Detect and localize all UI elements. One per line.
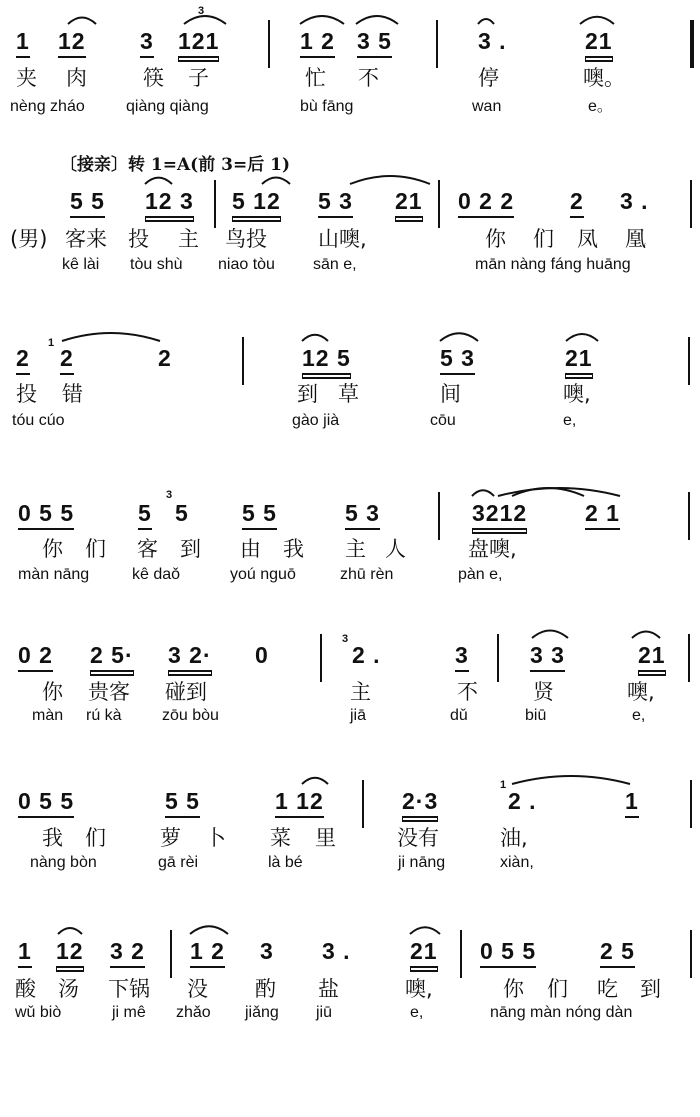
slur-arc bbox=[68, 18, 96, 25]
lyric-text: 到 bbox=[640, 977, 661, 1001]
note-group: 12 bbox=[56, 938, 84, 968]
lyric-text: 碰到 bbox=[165, 680, 207, 704]
note-group: 5 12 bbox=[232, 188, 281, 218]
note-group: 0 2 bbox=[18, 642, 53, 672]
lyric-text: 主 bbox=[350, 680, 371, 704]
pinyin-text: ji nāng bbox=[398, 854, 446, 871]
lyric-text: 人 bbox=[385, 537, 406, 561]
lyric-text: 菜 bbox=[270, 826, 291, 850]
pinyin-text: jiǎng bbox=[245, 1004, 279, 1021]
grace-note: 1 bbox=[500, 779, 507, 791]
lyric-text: 投 bbox=[128, 227, 149, 251]
lyric-text: 凰 bbox=[625, 227, 646, 251]
note-group: 3 3 bbox=[530, 642, 565, 672]
lyric-text: 们 bbox=[85, 826, 106, 850]
barline bbox=[320, 634, 322, 682]
pinyin-text: gā rèi bbox=[158, 854, 199, 871]
pinyin-text: mān nàng fáng huāng bbox=[475, 256, 631, 273]
note-group: 5 3 bbox=[440, 345, 475, 375]
barline bbox=[688, 492, 690, 540]
note-group: 21 bbox=[638, 642, 666, 672]
note-group: 121 bbox=[178, 28, 219, 58]
pinyin-text: kê daǒ bbox=[132, 566, 181, 583]
slur-arc bbox=[580, 17, 614, 24]
lyric-text: 错 bbox=[62, 382, 83, 406]
pinyin-text: dǔ bbox=[450, 707, 468, 724]
barline bbox=[690, 780, 692, 828]
pinyin-text: niao tòu bbox=[218, 256, 275, 273]
pinyin-text: nàng bòn bbox=[30, 854, 97, 871]
lyric-text: 噢, bbox=[405, 977, 433, 1001]
pinyin-text: nāng màn nóng dàn bbox=[490, 1004, 633, 1021]
barline bbox=[362, 780, 364, 828]
note-group: 3 5 bbox=[357, 28, 392, 58]
lyric-text: 子 bbox=[188, 66, 209, 90]
final-barline bbox=[690, 20, 694, 68]
lyric-text: 里 bbox=[315, 826, 336, 850]
barline bbox=[690, 930, 692, 978]
lyric-text: 客 bbox=[137, 537, 158, 561]
note-group: 5 5 bbox=[70, 188, 105, 218]
note-group: 0 2 2 bbox=[458, 188, 514, 218]
barline bbox=[438, 492, 440, 540]
pinyin-text: nèng zháo bbox=[10, 98, 85, 115]
pinyin-text: e, bbox=[563, 412, 577, 429]
note-group: 2 bbox=[60, 345, 74, 375]
pinyin-text: ji mê bbox=[112, 1004, 146, 1021]
lyric-text: 夹 bbox=[16, 66, 37, 90]
note-group: 5 bbox=[175, 500, 189, 526]
note-group: 12 bbox=[58, 28, 86, 58]
barline bbox=[460, 930, 462, 978]
note-group: 0 5 5 bbox=[480, 938, 536, 968]
note-group: 3 . bbox=[478, 28, 507, 54]
lyric-text: 山噢, bbox=[318, 227, 367, 251]
lyric-text: 到 bbox=[297, 382, 318, 406]
barline bbox=[214, 180, 216, 228]
pinyin-text: bù fāng bbox=[300, 98, 354, 115]
pinyin-text: pàn e, bbox=[458, 566, 503, 583]
lyric-text: 萝 bbox=[160, 826, 181, 850]
pinyin-text: kê lài bbox=[62, 256, 100, 273]
lyric-text: 筷 bbox=[143, 66, 164, 90]
pinyin-text: e。 bbox=[588, 98, 613, 115]
barline bbox=[497, 634, 499, 682]
pinyin-text: wǔ biò bbox=[15, 1004, 62, 1021]
note-group: 3 bbox=[455, 642, 469, 672]
barline bbox=[436, 20, 438, 68]
note-group: 3212 bbox=[472, 500, 527, 530]
lyric-text: 你 bbox=[503, 977, 524, 1001]
note-group: 2 bbox=[570, 188, 584, 218]
slur-arc bbox=[302, 335, 328, 341]
lyric-text: 间 bbox=[440, 382, 461, 406]
lyric-text: 贤 bbox=[533, 680, 554, 704]
lyric-text: 酸 bbox=[15, 977, 36, 1001]
lyric-text: 油, bbox=[500, 826, 528, 850]
lyric-text: 主 bbox=[178, 227, 199, 251]
note-group: 3 . bbox=[322, 938, 351, 964]
pinyin-text: màn nāng bbox=[18, 566, 90, 583]
grace-note: 3 bbox=[342, 633, 349, 645]
pinyin-text: biū bbox=[525, 707, 547, 724]
note-group: 2 5 bbox=[600, 938, 635, 968]
note-group: 1 12 bbox=[275, 788, 324, 818]
note-group: 2 bbox=[16, 345, 30, 375]
lyric-text: 没有 bbox=[397, 826, 439, 850]
lyric-text: 鸟投 bbox=[225, 227, 267, 251]
slur-arc bbox=[440, 333, 478, 341]
barline bbox=[688, 337, 690, 385]
lyric-text: 们 bbox=[85, 537, 106, 561]
triplet-mark: 3 bbox=[198, 5, 205, 17]
note-group: 2 . bbox=[508, 788, 537, 814]
note-group: 1 2 bbox=[300, 28, 335, 58]
lyric-text: 卜 bbox=[205, 826, 226, 850]
lyric-text: 们 bbox=[533, 227, 554, 251]
pinyin-text: zōu bòu bbox=[162, 707, 219, 724]
lyric-text: 噢, bbox=[563, 382, 591, 406]
grace-note: 3 bbox=[166, 489, 173, 501]
pinyin-text: jiū bbox=[316, 1004, 333, 1021]
barline bbox=[242, 337, 244, 385]
pinyin-text: cōu bbox=[430, 412, 456, 429]
pinyin-text: zhǎo bbox=[176, 1004, 211, 1021]
lyric-text: 由 bbox=[240, 537, 261, 561]
lyric-text: 你 bbox=[42, 537, 63, 561]
pinyin-text: rú kà bbox=[86, 707, 122, 724]
slur-arc bbox=[498, 488, 620, 496]
slur-arc bbox=[356, 16, 398, 24]
note-group: 2 5· bbox=[90, 642, 134, 672]
pinyin-text: là bé bbox=[268, 854, 303, 871]
note-group: 3 2 bbox=[110, 938, 145, 968]
lyric-text: 下锅 bbox=[108, 977, 150, 1001]
pinyin-text: gào jià bbox=[292, 412, 340, 429]
lyric-text: 不 bbox=[457, 680, 478, 704]
note-group: 12 3 bbox=[145, 188, 194, 218]
lyric-text: 汤 bbox=[58, 977, 79, 1001]
slur-arc bbox=[262, 178, 290, 185]
pinyin-text: e, bbox=[410, 1004, 424, 1021]
slur-arc bbox=[302, 778, 328, 784]
note-group: 0 5 5 bbox=[18, 500, 74, 530]
slur-arc bbox=[410, 927, 440, 934]
note-group: 2 1 bbox=[585, 500, 620, 530]
note-group: 5 bbox=[138, 500, 152, 530]
lyric-text: 盐 bbox=[318, 977, 339, 1001]
note-group: 3 2· bbox=[168, 642, 212, 672]
note-group: 0 5 5 bbox=[18, 788, 74, 818]
lyric-text: 贵客 bbox=[88, 680, 130, 704]
pinyin-text: yoú nguō bbox=[230, 566, 296, 583]
lyric-text: 到 bbox=[180, 537, 201, 561]
pinyin-text: tòu shù bbox=[130, 256, 183, 273]
note-group: 3 . bbox=[620, 188, 649, 214]
note-group: 1 bbox=[625, 788, 639, 818]
slur-arc bbox=[300, 16, 344, 24]
lyric-text: 噢。 bbox=[583, 66, 625, 90]
lyric-text: 主 bbox=[345, 537, 366, 561]
note-group: 21 bbox=[565, 345, 593, 375]
note-group: 5 5 bbox=[165, 788, 200, 818]
slur-arc bbox=[62, 333, 160, 341]
lyric-text: 客来 bbox=[65, 227, 107, 251]
slur-arc bbox=[472, 490, 494, 496]
lyric-text: 停 bbox=[478, 66, 499, 90]
lyric-text: 盘噢, bbox=[468, 537, 517, 561]
pinyin-text: zhū rèn bbox=[340, 566, 394, 583]
note-group: 2 . bbox=[352, 642, 381, 668]
lyric-text: 我 bbox=[283, 537, 304, 561]
pinyin-text: tóu cúo bbox=[12, 412, 65, 429]
pinyin-text: qiàng qiàng bbox=[126, 98, 209, 115]
barline bbox=[438, 180, 440, 228]
slur-arc bbox=[350, 176, 430, 184]
lyric-text: 酌 bbox=[255, 977, 276, 1001]
barline bbox=[268, 20, 270, 68]
slur-arc bbox=[58, 928, 82, 934]
note-group: 1 bbox=[16, 28, 30, 58]
lyric-text: 投 bbox=[16, 382, 37, 406]
slur-arc bbox=[512, 776, 630, 784]
lyric-text: 草 bbox=[338, 382, 359, 406]
note-group: 1 bbox=[18, 938, 32, 968]
slur-arc bbox=[512, 488, 584, 496]
note-group: 12 5 bbox=[302, 345, 351, 375]
slur-arc bbox=[478, 19, 494, 24]
note-group: 5 5 bbox=[242, 500, 277, 530]
lyric-text: 噢, bbox=[627, 680, 655, 704]
note-group: 21 bbox=[395, 188, 423, 218]
lyric-text: 我 bbox=[42, 826, 63, 850]
slur-arc bbox=[532, 631, 568, 639]
lyric-text: 你 bbox=[42, 680, 63, 704]
lyric-text: (男) bbox=[10, 227, 48, 251]
tempo-key-annotation: 〔接亲〕转 1=A(前 3=后 1) bbox=[60, 155, 291, 175]
pinyin-text: màn bbox=[32, 707, 64, 724]
slur-arc bbox=[566, 334, 598, 341]
lyric-text: 忙 bbox=[305, 66, 326, 90]
note-group: 5 3 bbox=[345, 500, 380, 530]
note-group: 3 bbox=[260, 938, 274, 964]
grace-note: 1 bbox=[48, 337, 55, 349]
lyric-text: 没 bbox=[187, 977, 208, 1001]
pinyin-text: xiàn, bbox=[500, 854, 534, 871]
lyric-text: 们 bbox=[547, 977, 568, 1001]
pinyin-text: e, bbox=[632, 707, 646, 724]
note-group: 0 bbox=[255, 642, 269, 668]
lyric-text: 凤 bbox=[577, 227, 598, 251]
note-group: 21 bbox=[410, 938, 438, 968]
barline bbox=[170, 930, 172, 978]
barline bbox=[688, 634, 690, 682]
slur-arc bbox=[145, 178, 172, 184]
lyric-text: 吃 bbox=[597, 977, 618, 1001]
note-group: 2 bbox=[158, 345, 172, 371]
slur-arc bbox=[184, 16, 226, 24]
pinyin-text: wan bbox=[472, 98, 502, 115]
lyric-text: 不 bbox=[358, 66, 379, 90]
lyric-text: 肉 bbox=[66, 66, 87, 90]
barline bbox=[690, 180, 692, 228]
note-group: 2·3 bbox=[402, 788, 438, 818]
note-group: 5 3 bbox=[318, 188, 353, 218]
slur-arc bbox=[190, 926, 228, 934]
note-group: 21 bbox=[585, 28, 613, 58]
note-group: 3 bbox=[140, 28, 154, 58]
pinyin-text: sān e, bbox=[313, 256, 357, 273]
pinyin-text: jiā bbox=[350, 707, 367, 724]
note-group: 1 2 bbox=[190, 938, 225, 968]
lyric-text: 你 bbox=[485, 227, 506, 251]
slur-arc bbox=[632, 632, 660, 639]
